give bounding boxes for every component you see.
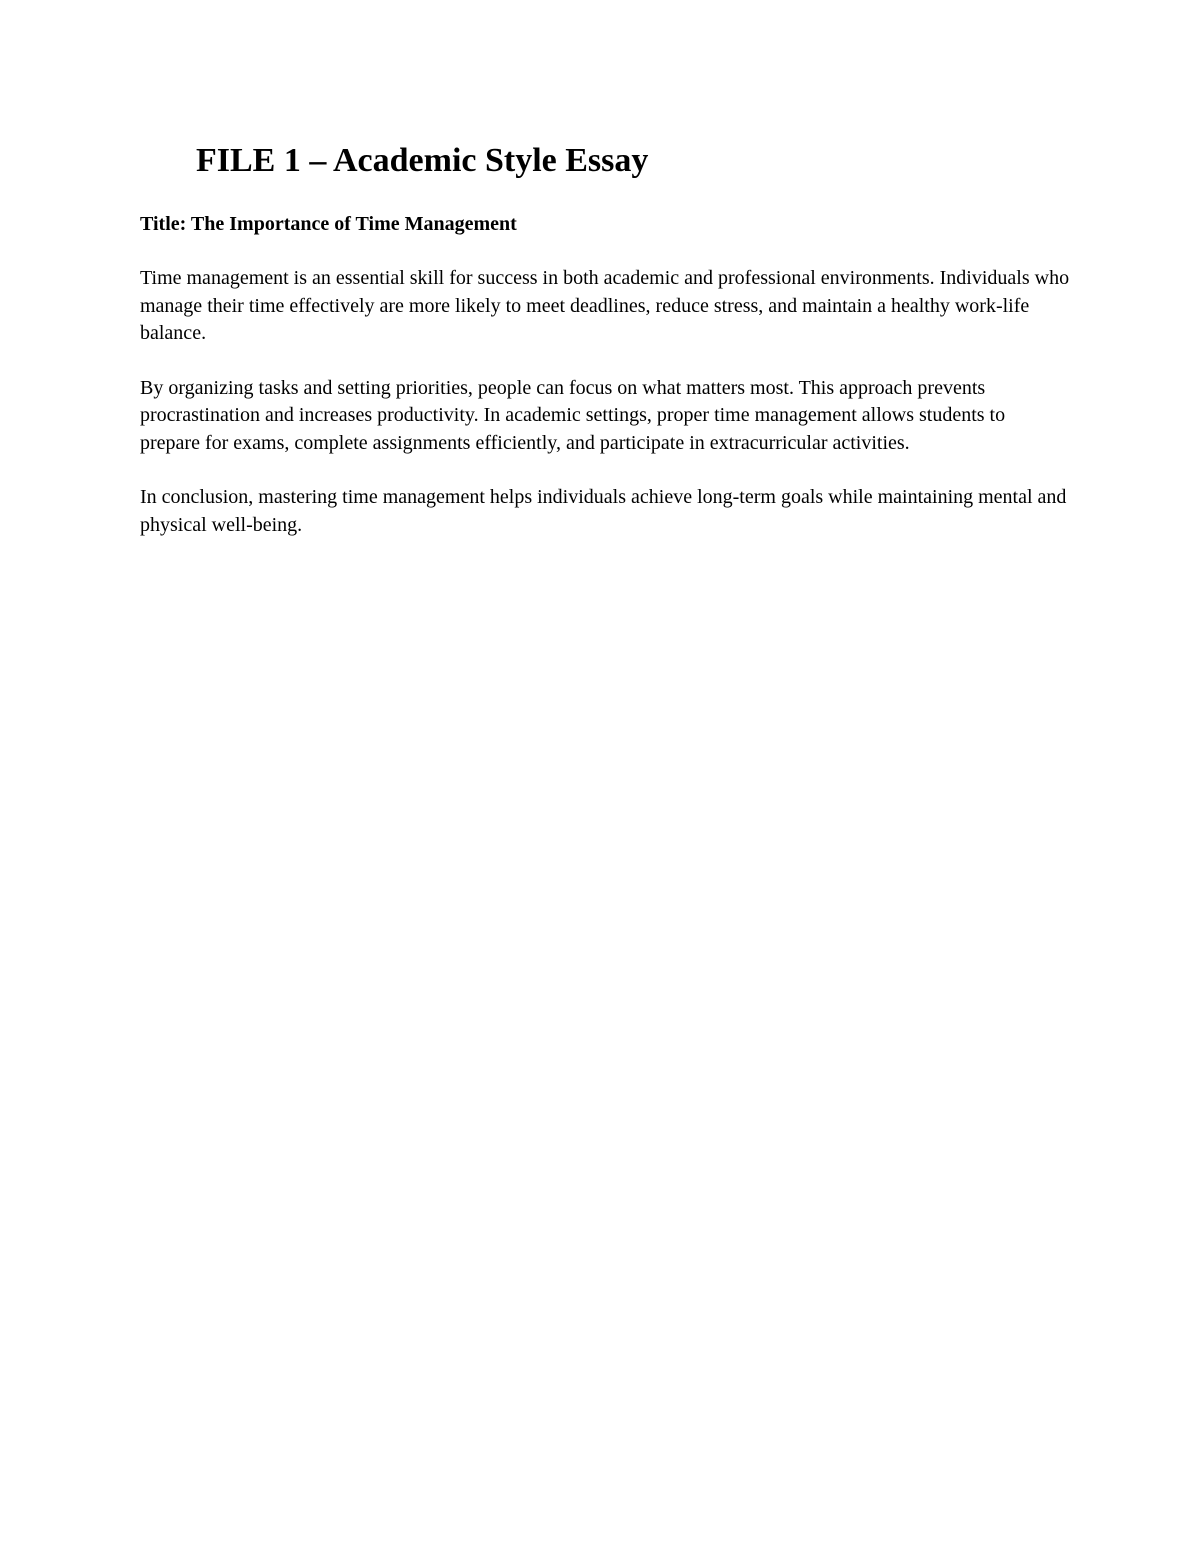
essay-body (140, 210, 1070, 539)
essay-paragraph-introduction: Time management is an essential skill for success in both academic and professional environments. Individuals who manage their time effectively are more likely to meet deadlines, reduce stress, and maintain a healthy work-life balance. (140, 267, 1070, 344)
essay-paragraph-conclusion: In conclusion, mastering time management helps individuals achieve long-term goals while maintaining mental and physical well-being. (140, 486, 1067, 536)
document-heading: FILE 1 – Academic Style Essay (196, 142, 649, 179)
essay-paragraph-body: By organizing tasks and setting priorities, people can focus on what matters most. This approach prevents procrastination and increases productivity. In academic settings, proper time management allows students to prepare for exams, complete assignments efficiently, and participate in extracurricular activities. (140, 376, 1006, 454)
essay-title: Title: The Importance of Time Management (140, 213, 517, 235)
